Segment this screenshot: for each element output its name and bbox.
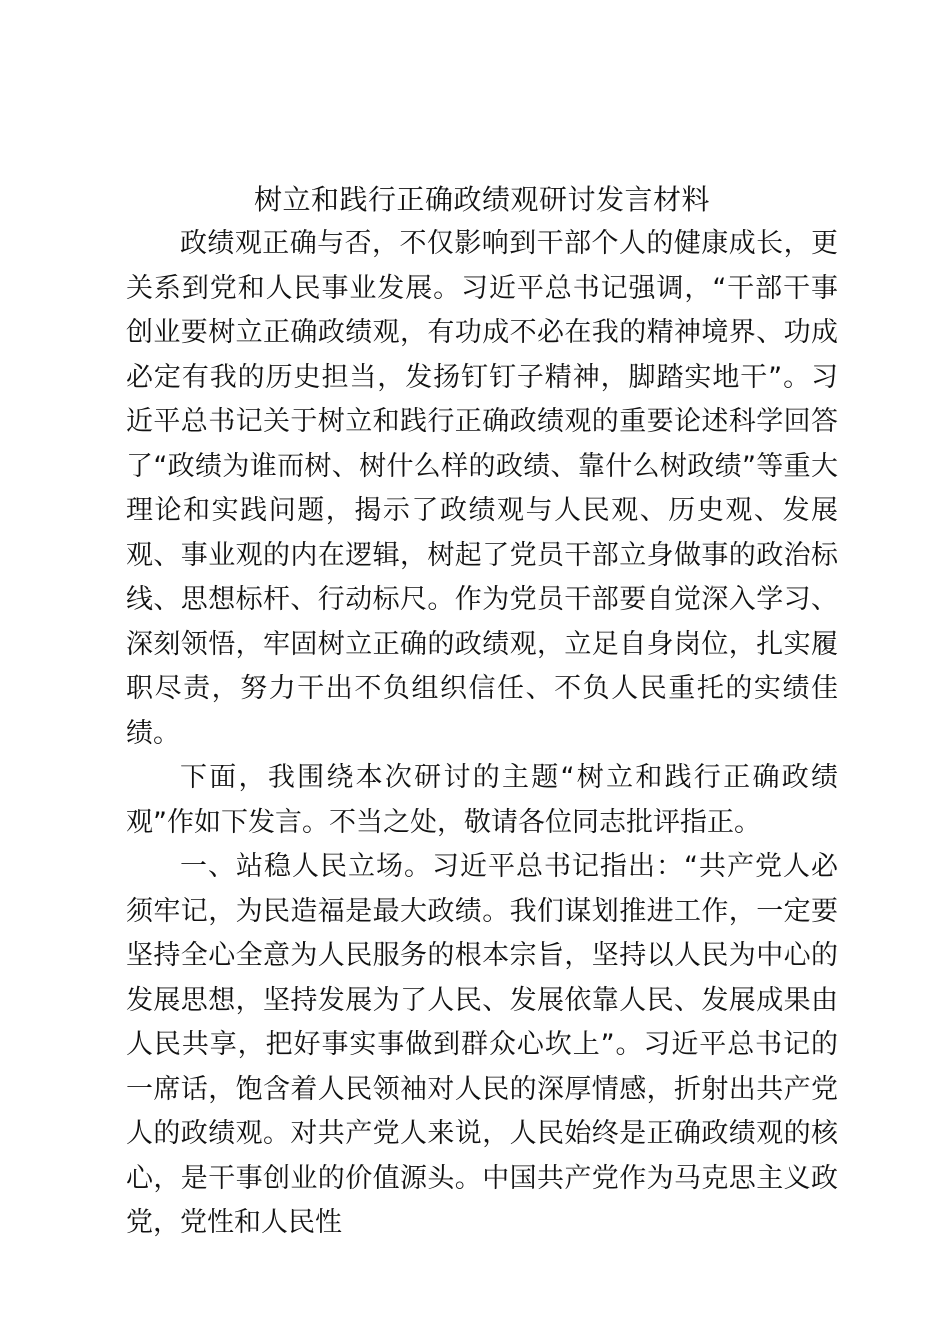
- document-title: 树立和践行正确政绩观研讨发言材料: [253, 183, 710, 216]
- paragraph-section-one: 一、站稳人民立场。习近平总书记指出：“共产党人必须牢记，为民造福是最大政绩。我们谋划推进工作，一定要坚持全心全意为人民服务的根本宗旨，坚持以人民为中心的发展思想，坚持发展为了人民、发展依靠人民、发展成果由人民共享，把好事实事做到群众心坎上”。习近平总书记的一席话，饱含着人民领袖对人民的深厚情感，折射出共产党人的政绩观。对共产党人来说，人民始终是正确政绩观的核心，是干事创业的价值源头。中国共产党作为马克思主义政党，党性和人民性: [126, 851, 838, 1238]
- document-body: [126, 178, 838, 1246]
- paragraph-intro: 政绩观正确与否，不仅影响到干部个人的健康成长，更关系到党和人民事业发展。习近平总书记强调，“干部干事创业要树立正确政绩观，有功成不必在我的精神境界、功成必定有我的历史担当，发扬钉钉子精神，脚踏实地干”。习近平总书记关于树立和践行正确政绩观的重要论述科学回答了“政绩为谁而树、树什么样的政绩、靠什么树政绩”等重大理论和实践问题，揭示了政绩观与人民观、历史观、发展观、事业观的内在逻辑，树起了党员干部立身做事的政治标线、思想标杆、行动标尺。作为党员干部要自觉深入学习、深刻领悟，牢固树立正确的政绩观，立足自身岗位，扎实履职尽责，努力干出不负组织信任、不负人民重托的实绩佳绩。: [126, 228, 838, 749]
- paragraph-topic: 下面，我围绕本次研讨的主题“树立和践行正确政绩观”作如下发言。不当之处，敬请各位同志批评指正。: [126, 762, 838, 838]
